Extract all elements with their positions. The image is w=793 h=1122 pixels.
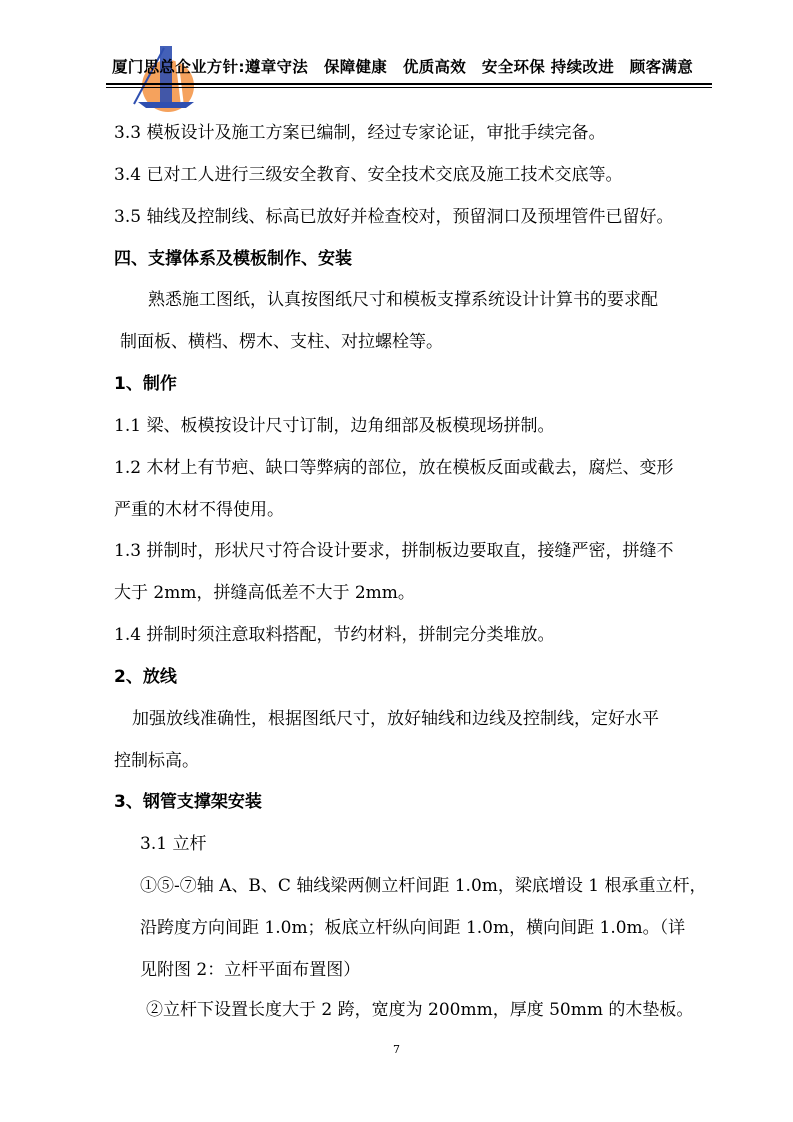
section-heading-4: 四、支撑体系及模板制作、安装 — [114, 249, 352, 269]
paragraph-intro-cont: 制面板、横档、楞木、支柱、对拉螺栓等。 — [120, 332, 443, 352]
page-number: 7 — [393, 1043, 400, 1056]
paragraph-1-3-cont: 大于 2mm，拼缝高低差不大于 2mm。 — [114, 583, 415, 603]
header-motto: 厦门思总企业方针:遵章守法 保障健康 优质高效 安全环保 持续改进 顾客满意 — [112, 58, 693, 76]
paragraph-layout: 加强放线准确性，根据图纸尺寸，放好轴线和边线及控制线，定好水平 — [132, 709, 659, 729]
heading-fabrication: 1、制作 — [114, 374, 177, 394]
paragraph-base-board: ②立杆下设置长度大于 2 跨，宽度为 200mm，厚度 50mm 的木垫板。 — [146, 1000, 694, 1020]
paragraph-1-3: 1.3 拼制时，形状尺寸符合设计要求，拼制板边要取直，接缝严密，拼缝不 — [114, 541, 674, 561]
header-divider-thin — [106, 87, 712, 88]
paragraph-3-3: 3.3 模板设计及施工方案已编制，经过专家论证，审批手续完备。 — [114, 123, 606, 143]
paragraph-intro: 熟悉施工图纸，认真按图纸尺寸和模板支撑系统设计计算书的要求配 — [148, 290, 658, 310]
paragraph-1-4: 1.4 拼制时须注意取料搭配，节约材料，拼制完分类堆放。 — [114, 625, 555, 645]
paragraph-3-5: 3.5 轴线及控制线、标高已放好并检查校对，预留洞口及预埋管件已留好。 — [114, 207, 674, 227]
heading-3-1: 3.1 立杆 — [140, 834, 207, 854]
paragraph-pole-spacing: ①⑤-⑦轴 A、B、C 轴线梁两侧立杆间距 1.0m，梁底增设 1 根承重立杆， — [140, 876, 707, 896]
paragraph-3-4: 3.4 已对工人进行三级安全教育、安全技术交底及施工技术交底等。 — [114, 165, 623, 185]
heading-scaffold: 3、钢管支撑架安装 — [114, 792, 262, 812]
heading-layout: 2、放线 — [114, 667, 177, 687]
company-logo — [124, 42, 210, 112]
paragraph-1-2: 1.2 木材上有节疤、缺口等弊病的部位，放在模板反面或截去，腐烂、变形 — [114, 458, 674, 478]
paragraph-1-1: 1.1 梁、板模按设计尺寸订制，边角细部及板模现场拼制。 — [114, 416, 555, 436]
header-divider — [106, 83, 712, 85]
paragraph-layout-cont: 控制标高。 — [114, 751, 199, 771]
paragraph-1-2-cont: 严重的木材不得使用。 — [114, 500, 284, 520]
paragraph-pole-spacing-ref: 见附图 2：立杆平面布置图） — [140, 960, 361, 980]
paragraph-pole-spacing-cont: 沿跨度方向间距 1.0m；板底立杆纵向间距 1.0m，横向间距 1.0m。（详 — [140, 918, 686, 938]
